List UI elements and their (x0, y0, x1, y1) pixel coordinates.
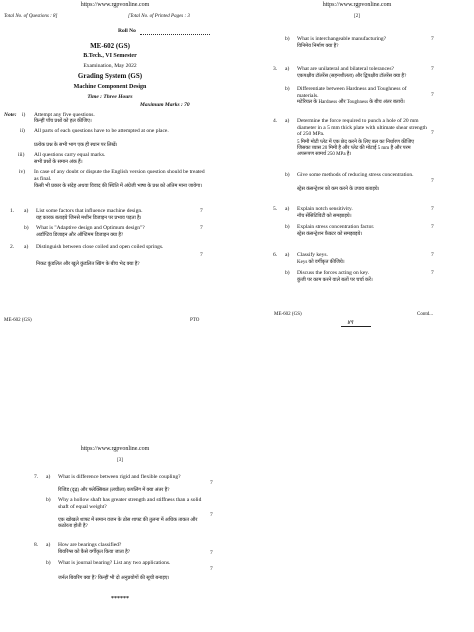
part-label: b) (46, 560, 51, 566)
paper-code: ME-602 (GS) (90, 42, 130, 50)
part-label: a) (46, 542, 51, 548)
note-num: ii) (20, 128, 25, 134)
question-text-hindi: एक खोखले शाफ्ट में समान वजन के ठोस शाफ्ट की तुलना में अधिक ताकत और कठोरता होती है? (58, 518, 198, 529)
marks: 7 (431, 224, 434, 230)
note-en: In case of any doubt or dispute the English version question should be treated as final. (34, 169, 205, 182)
roll-no-label: Roll No (118, 28, 136, 34)
note-hi: किसी भी प्रकार के संदेह अथवा विवाद की स्थिति में अंग्रेजी भाषा के प्रश्न को अंतिम माना जायेगा। (34, 184, 203, 189)
note-hi: किन्हीं पाँच प्रश्नों को हल कीजिए। (34, 119, 92, 124)
question-text: What is interchangeable manufacturing? (297, 36, 387, 42)
question-text: Discuss the forces acting on key. (297, 270, 370, 276)
question-text: Determine the force required to punch a hole of 20 mm diameter in a 5 mm thick plate with ultimate shear strength of 250 MPa. (297, 118, 427, 137)
end-of-paper-mark: ****** (111, 596, 129, 602)
part-label: b) (285, 224, 290, 230)
exam-page-3 (0, 440, 237, 632)
roll-no-field[interactable] (140, 34, 210, 35)
handwritten-mark: ४९ (347, 320, 354, 326)
question-text-hindi: मटेरियल के Hardness और Toughness के बीच अंतर बतायें। (297, 100, 405, 105)
marks: 7 (210, 566, 213, 572)
time-allowed: Time : Three Hours (87, 94, 133, 100)
page-url[interactable]: https://www.rgpvonline.com (80, 2, 150, 8)
question-text: List some factors that influence machine design. (36, 208, 143, 214)
footer-pto: PTO (190, 318, 200, 323)
course-name: B.Tech., VI Semester (83, 53, 137, 59)
page-url[interactable]: https://www.rgpvonline.com (80, 446, 150, 452)
question-number: 7. (34, 474, 39, 480)
part-label: a) (24, 208, 29, 214)
question-text-hindi: स्ट्रेस कंसन्ट्रेशन फ़ैक्टर को समझाइये। (297, 232, 363, 237)
note-num: iv) (19, 169, 26, 175)
footer-contd: Contd... (417, 312, 433, 317)
note-num: iii) (18, 152, 25, 158)
question-text: Explain stress concentration factor. (297, 224, 375, 230)
question-text: Explain notch sensitivity. (297, 206, 353, 212)
question-text-hindi: निकट कुंडलित और खुले कुंडलित स्प्रिंग के बीच भेद क्या है? (36, 262, 140, 267)
note-en: All questions carry equal marks. (34, 152, 106, 158)
marks: 7 (210, 512, 213, 518)
part-label: a) (285, 118, 290, 124)
question-text-hindi: यह कारक बताइये जिनसे मशीन डिजाइन पर प्रभाव पड़ता है। (36, 216, 142, 221)
max-marks: Maximum Marks : 70 (140, 102, 190, 108)
question-text: How are bearings classified? (58, 542, 122, 548)
part-label: a) (285, 252, 290, 258)
note-label: Note: (4, 112, 17, 118)
part-label: b) (285, 172, 290, 178)
question-number: 8. (34, 542, 39, 548)
question-text: What is difference between rigid and flexible coupling? (58, 474, 181, 480)
part-label: a) (46, 474, 51, 480)
question-number: 3. (273, 66, 278, 72)
question-text: Differentiate between Hardness and Toughness of materials. (297, 86, 407, 99)
footer-code: ME-602 (GS) (4, 318, 32, 323)
part-label: b) (285, 86, 290, 92)
question-text-hindi: नॉच सेंसिटिविटी को समझाइये। (297, 214, 352, 219)
exam-session: Examination, May 2022 (83, 63, 137, 69)
divider (341, 326, 371, 327)
note-en: Attempt any five questions. (34, 112, 95, 118)
part-label: b) (46, 497, 51, 503)
marks: 7 (210, 480, 213, 486)
page-number: [2] (354, 14, 360, 19)
page-number: [3] (117, 458, 123, 463)
question-text-hindi: कुंजी पर काम करने वाले बलों पर चर्चा करें। (297, 278, 373, 283)
subject-title: Machine Component Design (73, 84, 147, 90)
part-label: b) (285, 270, 290, 276)
footer-code: ME-602 (GS) (274, 312, 302, 317)
question-text-hindi: जर्नल बियरिंग क्या है? किन्हीं भी दो अनुप्रयोगों की सूची बनाइए। (58, 576, 170, 581)
question-text: What is journal bearing? List any two applications. (58, 560, 171, 566)
marks: 7 (431, 36, 434, 42)
note-en: All parts of each questions have to be attempted at one place. (34, 128, 169, 134)
question-text: What are unilateral and bilateral tolerances? (297, 66, 394, 72)
marks: 7 (431, 130, 434, 136)
marks: 7 (431, 66, 434, 72)
question-number: 6. (273, 252, 278, 258)
note-num: i) (22, 112, 26, 118)
grading-system: Grading System (GS) (77, 72, 143, 80)
question-text: What is "Adaptive design and Optimum design"? (36, 225, 145, 231)
question-text: Classify keys. (297, 252, 328, 258)
marks: 7 (200, 225, 203, 231)
question-text: Give some methods of reducing stress concentration. (297, 172, 414, 178)
note-hi: सभी प्रश्नों के समान अंक हैं। (34, 160, 83, 165)
total-questions: Total No. of Questions : 8] (4, 14, 58, 19)
question-number: 2. (10, 244, 15, 250)
question-text-hindi: एकपक्षीय टॉलरेंस (सहनशीलता) और द्विपक्षीय टॉलरेंस क्या है? (297, 74, 407, 79)
part-label: b) (285, 36, 290, 42)
question-text-hindi: बियरिंग्स को कैसे वर्गीकृत किया जाता है? (58, 550, 130, 555)
question-text-hindi: 5 मिमी मोटी प्लेट में एक छेद करने के लिए बल का निर्धारण कीजिए जिसका व्यास 20 मिमी है और प्लेट की मोटाई 5 mm है और परम अपरूपण सामर्थ 250 MPa है। (297, 140, 415, 157)
question-number: 1. (10, 208, 15, 214)
part-label: a) (285, 206, 290, 212)
marks: 7 (210, 550, 213, 556)
question-number: 5. (273, 206, 278, 212)
exam-page-1 (0, 0, 237, 430)
marks: 7 (200, 208, 203, 214)
marks: 7 (200, 252, 203, 258)
marks: 7 (431, 92, 434, 98)
exam-page-2 (237, 0, 474, 430)
marks: 7 (431, 206, 434, 212)
question-text-hindi: स्ट्रेस कंसन्ट्रेशन को कम करने के उपाय बताइये। (297, 187, 380, 192)
marks: 7 (431, 270, 434, 276)
note-hi: प्रत्येक प्रश्न के सभी भाग एक ही स्थान पर लिखें। (34, 143, 118, 148)
page-url[interactable]: https://www.rgpvonline.com (322, 2, 392, 8)
question-text: Distinguish between close coiled and open coiled springs. (36, 244, 164, 250)
question-text-hindi: अडॉप्टिव डिजाइन और ऑप्टिमम डिजाइन क्या है? (36, 233, 124, 238)
total-pages: [Total No. of Printed Pages : 3 (128, 14, 190, 19)
question-text-hindi: Keys को वर्गीकृत कीजिये। (297, 260, 345, 265)
question-text-hindi: रिजिड (दृढ़) और फ्लेक्सिबल (लचीला) कपलिंग में क्या अंतर है? (58, 488, 170, 493)
question-number: 4. (273, 118, 278, 124)
part-label: a) (285, 66, 290, 72)
marks: 7 (431, 178, 434, 184)
part-label: b) (24, 225, 29, 231)
part-label: a) (24, 244, 29, 250)
question-text: Why a hollow shaft has greater strength and stiffness than a solid shaft of equal weight? (58, 497, 202, 510)
question-text-hindi: विनिमेय निर्माण क्या है? (297, 44, 339, 49)
marks: 7 (431, 252, 434, 258)
